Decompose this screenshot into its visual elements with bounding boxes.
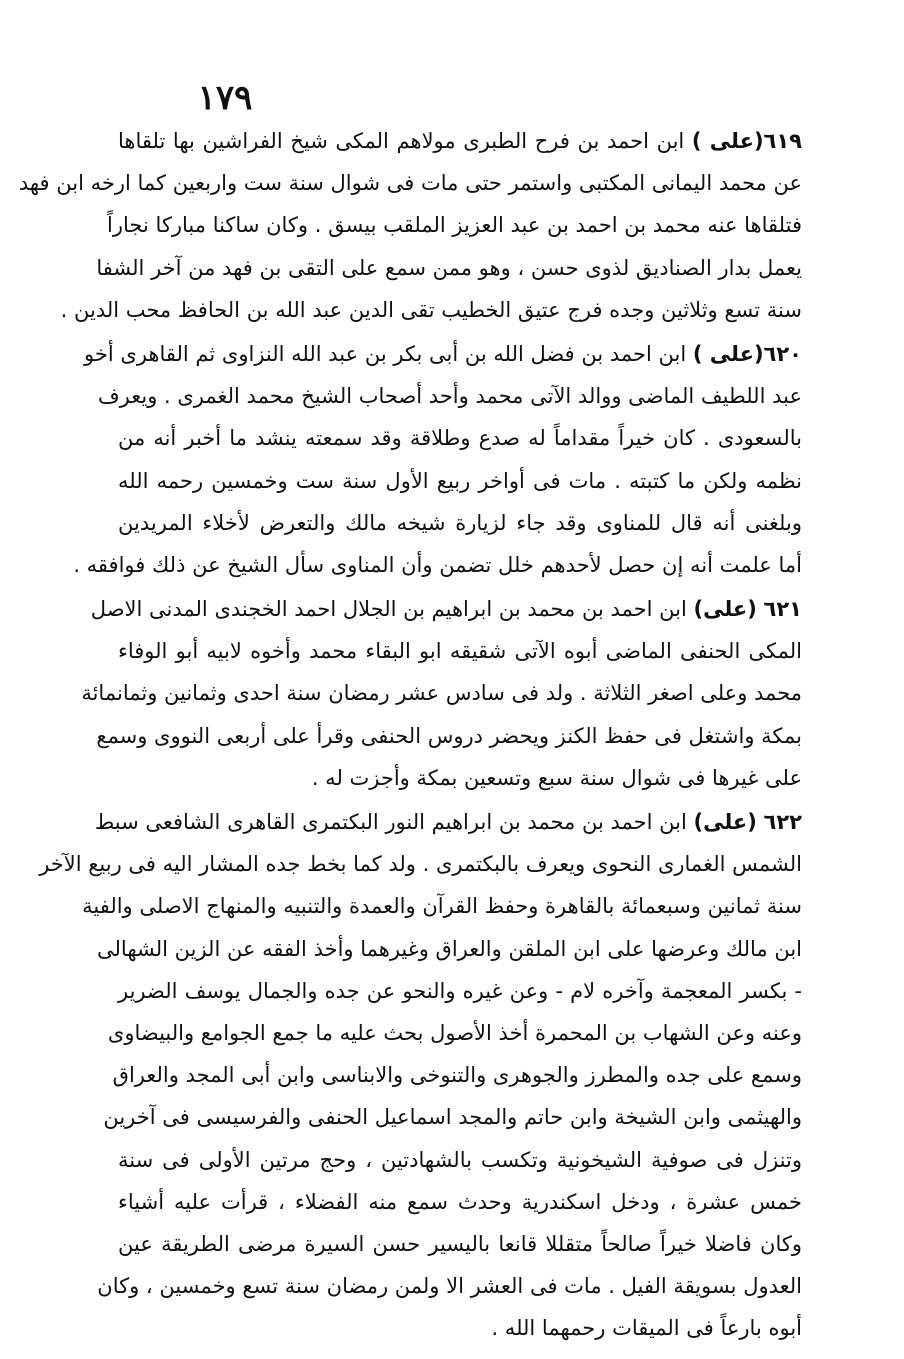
text-line bbox=[84, 333, 802, 375]
entry-number: ٦٢١ bbox=[763, 597, 802, 622]
entry-number: ٦٢٢ bbox=[763, 810, 802, 834]
text-line bbox=[118, 120, 802, 162]
line-text: ابن احمد بن فرح الطبرى مولاهم المكى شيخ الفراشين بها تلقاها bbox=[118, 129, 685, 153]
biography-entry-621 bbox=[81, 588, 802, 799]
text-line: وتنزل فى صوفية الشيخونية وتكسب بالشهادتين ، وحج مرتين الأولى فى سنة bbox=[118, 1147, 802, 1172]
text-line: العدول بسويقة الفيل . مات فى العشر الا ولمن رمضان سنة تسع وخمسين ، وكان bbox=[97, 1274, 802, 1299]
text-line: الشمس الغمارى النحوى ويعرف بالبكتمرى . ولد كما بخط جده المشار اليه فى ربيع الآخر bbox=[39, 852, 802, 877]
text-line: أبوه بارعاً فى الميقات رحمهما الله . bbox=[491, 1316, 802, 1341]
text-line bbox=[90, 588, 802, 630]
page-number: ١٧٩ bbox=[197, 78, 253, 118]
text-line: وسمع على جده والمطرز والجوهرى والتنوخى والابناسى وابن أبى المجد والعراق bbox=[112, 1063, 802, 1088]
page-body bbox=[18, 120, 802, 1351]
line-text: ابن احمد بن محمد بن ابراهيم بن الجلال احمد الخجندى المدنى الاصل bbox=[90, 597, 687, 622]
text-line: فتلقاها عنه محمد بن احمد بن عبد العزيز الملقب بيسق . وكان ساكنا مباركا نجاراً bbox=[107, 213, 802, 238]
text-line: ابن مالك وعرضها على ابن الملقن والعراق وغيرهما وأخذ الفقه عن الزين الشهالى bbox=[97, 936, 802, 961]
entry-name: (على ) bbox=[691, 129, 764, 153]
text-line: نظمه ولكن ما كتبته . مات فى أواخر ربيع الأول سنة ست وخمسين رحمه الله bbox=[118, 468, 802, 493]
entry-name: (على ) bbox=[692, 341, 764, 366]
entry-number: ٦٢٠ bbox=[763, 341, 802, 366]
text-line bbox=[94, 801, 802, 843]
line-text: ابن احمد بن فضل الله بن أبى بكر بن عبد الله النزاوى ثم القاهرى أخو bbox=[84, 341, 687, 366]
text-line: - بكسر المعجمة وآخره لام - وعن غيره والنحو عن جده والجمال يوسف الضرير bbox=[118, 978, 802, 1003]
text-line: على غيرها فى شوال سنة سبع وتسعين بمكة وأجزت له . bbox=[311, 765, 802, 790]
text-line: عن محمد اليمانى المكتبى واستمر حتى مات فى شوال سنة ست واربعين كما ارخه ابن فهد bbox=[18, 171, 802, 196]
biography-entry-619 bbox=[18, 120, 802, 331]
text-line: بالسعودى . كان خيراً مقداماً له صدع وطلاقة وقد سمعته ينشد ما أخبر أنه من bbox=[118, 426, 802, 451]
text-line: سنة تسع وثلاثين وجده فرج عتيق الخطيب تقى الدين عبد الله بن الحافظ محب الدين . bbox=[60, 297, 802, 322]
text-line: وكان فاضلا خيراً صالحاً متقللا قانعا باليسير حسن السيرة مرضى الطريقة عين bbox=[118, 1231, 802, 1256]
text-line: خمس عشرة ، ودخل اسكندرية وحدث سمع منه الفضلاء ، قرأت عليه أشياء bbox=[118, 1189, 802, 1214]
text-line: وبلغنى أنه قال للمناوى وقد جاء لزيارة شيخه مالك والتعرض لأخلاء المريدين bbox=[118, 510, 802, 535]
entry-name: (على) bbox=[693, 810, 757, 834]
text-line: وعنه وعن الشهاب بن المحمرة أخذ الأصول بحث عليه ما جمع الجوامع والبيضاوى bbox=[107, 1020, 802, 1045]
text-line: عبد اللطيف الماضى ووالد الآتى محمد وأحد أصحاب الشيخ محمد الغمرى . ويعرف bbox=[97, 384, 802, 409]
text-line: يعمل بدار الصناديق لذوى حسن ، وهو ممن سمع على التقى بن فهد من آخر الشفا bbox=[96, 255, 802, 280]
biography-entry-620 bbox=[73, 333, 802, 586]
text-line: أما علمت أنه إن حصل لأحدهم خلل تضمن وأن المناوى سأل الشيخ عن ذلك فوافقه . bbox=[73, 552, 802, 577]
text-line: محمد وعلى اصغر الثلاثة . ولد فى سادس عشر رمضان سنة احدى وثمانين وثمانمائة bbox=[81, 681, 802, 706]
text-line: سنة ثمانين وسبعمائة بالقاهرة وحفظ القرآن والعمدة والتنبيه والمنهاج الاصلى والفية bbox=[82, 894, 802, 919]
text-line: بمكة واشتغل فى حفظ الكنز ويحضر دروس الحنفى وقرأ على أربعى النووى وسمع bbox=[96, 723, 802, 748]
biography-entry-622 bbox=[39, 801, 802, 1349]
entry-name: (على) bbox=[693, 597, 757, 622]
line-text: ابن احمد بن محمد بن ابراهيم النور البكتمرى القاهرى الشافعى سبط bbox=[94, 810, 687, 834]
text-line: والهيثمى وابن الشيخة وابن حاتم والمجد اسماعيل الحنفى والفرسيسى فى آخرين bbox=[103, 1105, 802, 1130]
entry-number: ٦١٩ bbox=[763, 129, 802, 153]
text-line: المكى الحنفى الماضى أبوه الآتى شقيقه ابو البقاء محمد وأخوه لابيه أبو الوفاء bbox=[118, 639, 802, 664]
